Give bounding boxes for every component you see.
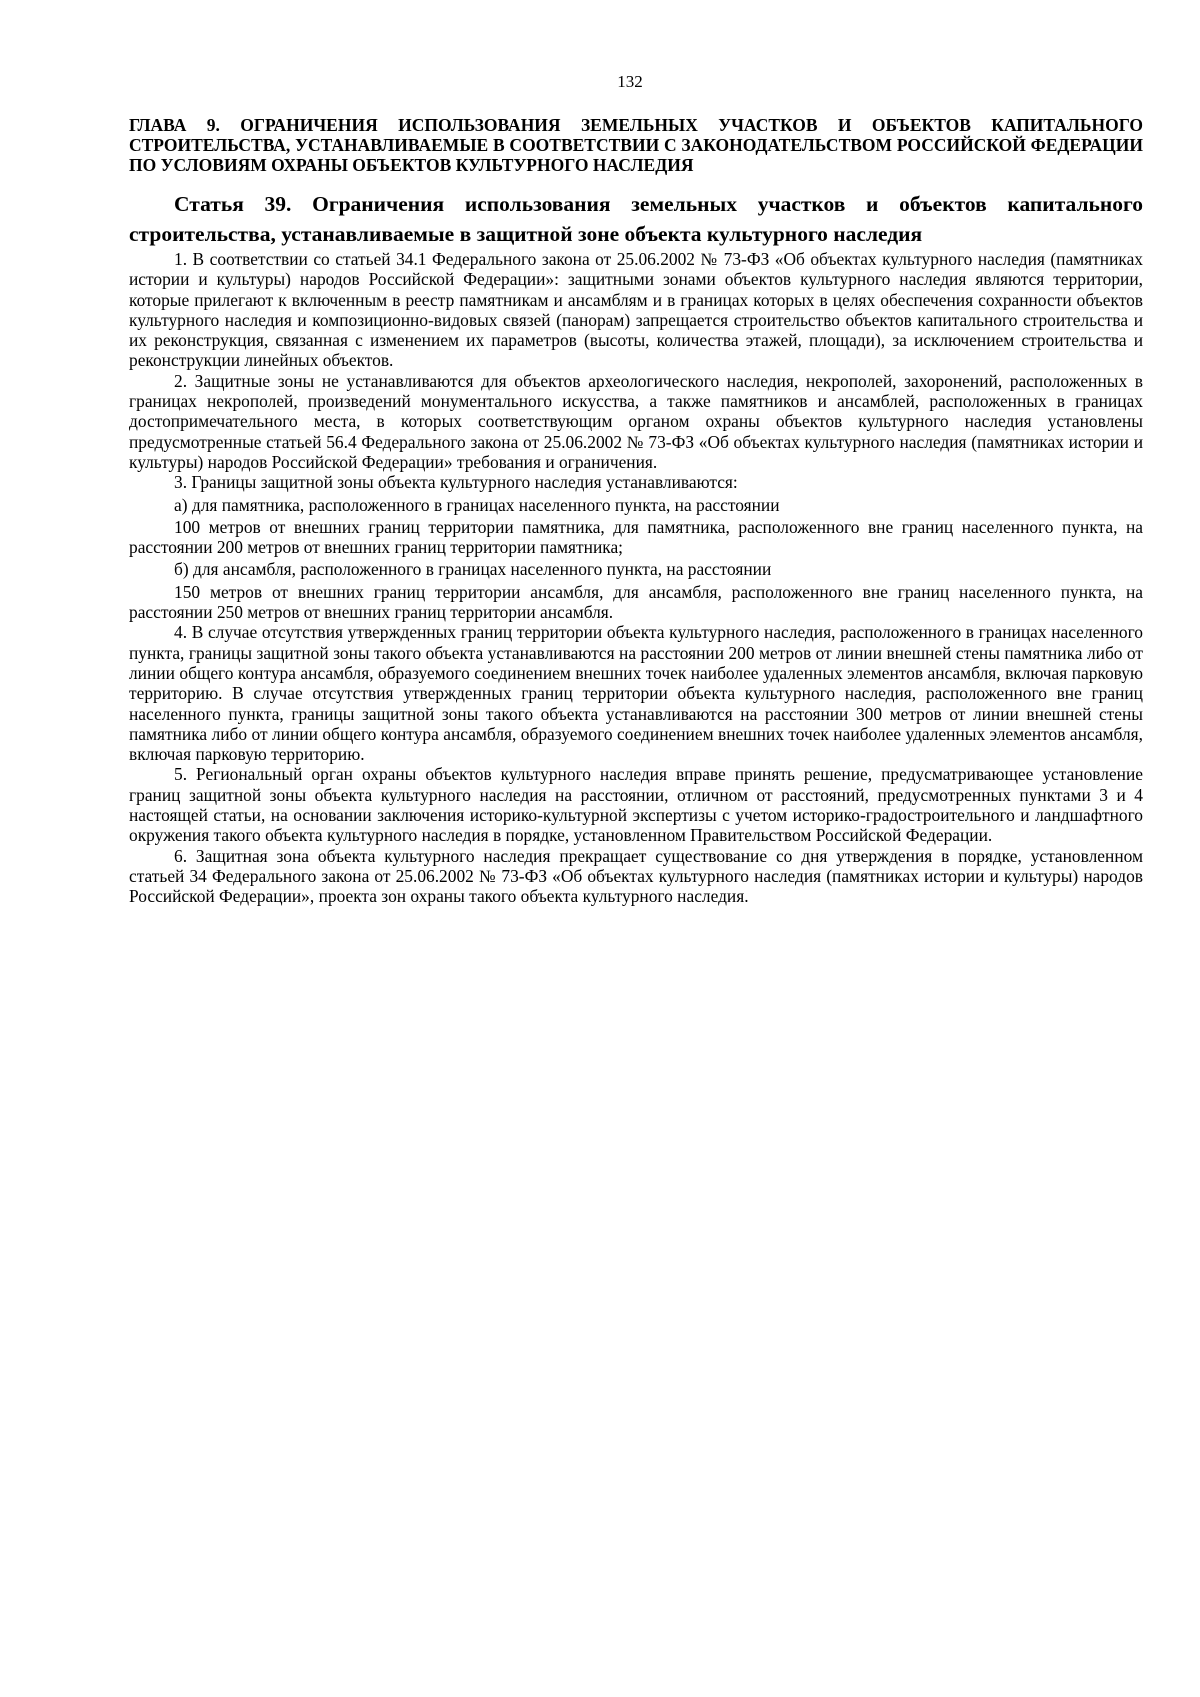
page-number: 132 <box>617 72 643 91</box>
paragraph-1: 1. В соответствии со статьей 34.1 Федерального закона от 25.06.2002 № 73-ФЗ «Об объектах культурного наследия (памятниках истории и культуры) народов Российской Федерации»: защитными зонами объектов культурного наследия являются территории, которые прилегают к включенным в реестр памятникам и ансамблям и в границах которых в целях обеспечения сохранности объектов культурного наследия и композиционно-видовых связей (панорам) запрещается строительство объектов капитального строительства и их реконструкция, связанная с изменением их параметров (высоты, количества этажей, площади), за исключением строительства и реконструкции линейных объектов. <box>129 249 1143 371</box>
article-heading: Статья 39. Ограничения использования земельных участков и объектов капитального строительства, устанавливаемые в защитной зоне объекта культурного наследия <box>129 192 1143 246</box>
paragraph-3-a-continued: 100 метров от внешних границ территории памятника, для памятника, расположенного вне границ населенного пункта, на расстоянии 200 метров от внешних границ территории памятника; <box>129 516 1143 558</box>
paragraph-3-b-continued: 150 метров от внешних границ территории ансамбля, для ансамбля, расположенного вне границ населенного пункта, на расстоянии 250 метров от внешних границ территории ансамбля. <box>129 581 1143 623</box>
chapter-heading: ГЛАВА 9. ОГРАНИЧЕНИЯ ИСПОЛЬЗОВАНИЯ ЗЕМЕЛЬНЫХ УЧАСТКОВ И ОБЪЕКТОВ КАПИТАЛЬНОГО СТРОИТЕЛЬСТВА, УСТАНАВЛИВАЕМЫЕ В СООТВЕТСТВИИ С ЗАКОНОДАТЕЛЬСТВОМ РОССИЙСКОЙ ФЕДЕРАЦИИ ПО УСЛОВИЯМ ОХРАНЫ ОБЪЕКТОВ КУЛЬТУРНОГО НАСЛЕДИЯ <box>129 115 1143 175</box>
paragraph-6: 6. Защитная зона объекта культурного наследия прекращает существование со дня утверждения в порядке, установленном статьей 34 Федерального закона от 25.06.2002 № 73-ФЗ «Об объектах культурного наследия (памятниках истории и культуры) народов Российской Федерации», проекта зон охраны такого объекта культурного наследия. <box>129 845 1143 907</box>
paragraph-4: 4. В случае отсутствия утвержденных границ территории объекта культурного наследия, расположенного в границах населенного пункта, границы защитной зоны такого объекта устанавливаются на расстоянии 200 метров от линии внешней стены памятника либо от линии общего контура ансамбля, образуемого соединением внешних точек наиболее удаленных элементов ансамбля, включая парковую территорию. В случае отсутствия утвержденных границ территории объекта культурного наследия, расположенного вне границ населенного пункта, границы защитной зоны такого объекта устанавливаются на расстоянии 300 метров от линии внешней стены памятника либо от линии общего контура ансамбля, образуемого соединением внешних точек наиболее удаленных элементов ансамбля, включая парковую территорию. <box>129 622 1143 765</box>
page-content <box>129 115 1143 907</box>
paragraph-2: 2. Защитные зоны не устанавливаются для объектов археологического наследия, некрополей, захоронений, расположенных в границах некрополей, произведений монументального искусства, а также памятников и ансамблей, расположенных в границах достопримечательного места, в которых соответствующим органом охраны объектов культурного наследия установлены предусмотренные статьей 56.4 Федерального закона от 25.06.2002 № 73-ФЗ «Об объектах культурного наследия (памятниках истории и культуры) народов Российской Федерации» требования и ограничения. <box>129 370 1143 472</box>
paragraph-3: 3. Границы защитной зоны объекта культурного наследия устанавливаются: <box>174 472 738 493</box>
paragraph-3-a: а) для памятника, расположенного в границах населенного пункта, на расстоянии <box>174 494 780 515</box>
paragraph-5: 5. Региональный орган охраны объектов культурного наследия вправе принять решение, предусматривающее установление границ защитной зоны объекта культурного наследия на расстоянии, отличном от расстояний, предусмотренных пунктами 3 и 4 настоящей статьи, на основании заключения историко-культурной экспертизы с учетом историко-градостроительного и ландшафтного окружения такого объекта культурного наследия в порядке, установленном Правительством Российской Федерации. <box>129 764 1143 846</box>
paragraph-3-b: б) для ансамбля, расположенного в границах населенного пункта, на расстоянии <box>174 559 772 580</box>
